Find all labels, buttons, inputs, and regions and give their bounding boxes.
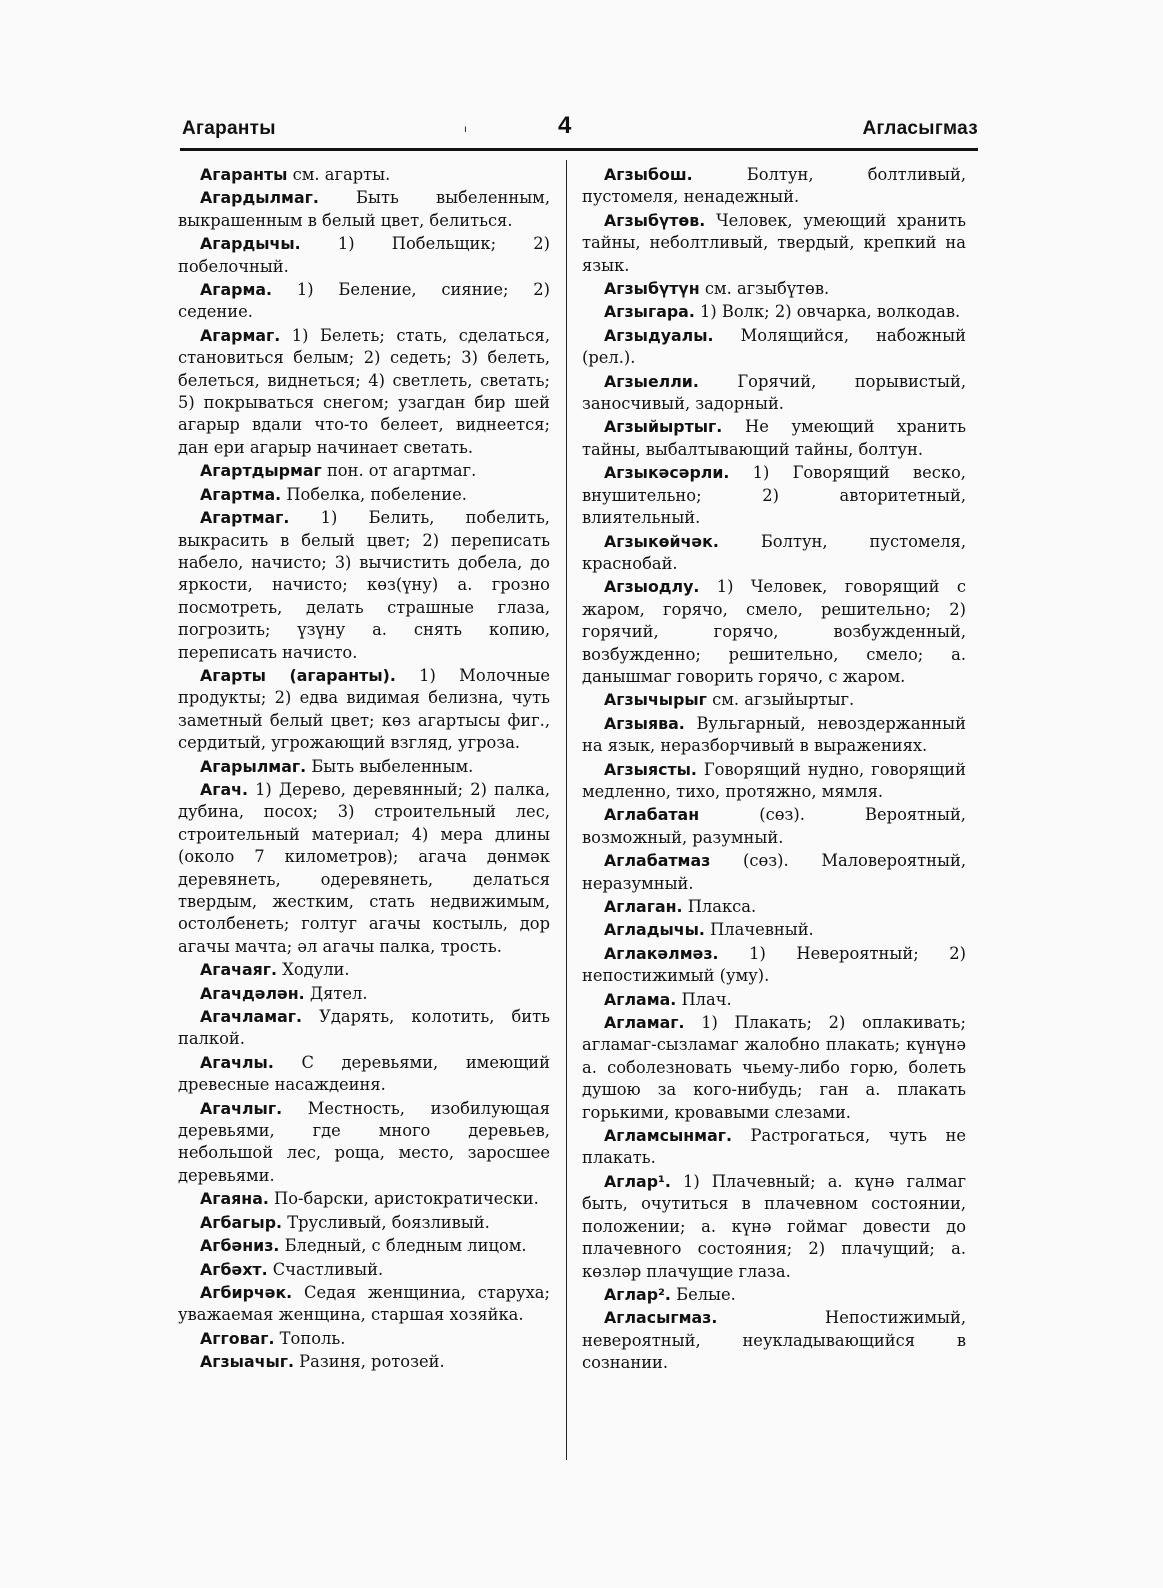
running-header <box>180 112 980 152</box>
dictionary-entry <box>582 164 966 209</box>
dictionary-entry <box>582 1284 966 1306</box>
entry-definition: см. агзыбүтөв. <box>699 279 830 299</box>
dictionary-entry <box>582 850 966 895</box>
page-number: 4 <box>558 112 572 139</box>
dictionary-entry <box>582 919 966 941</box>
dictionary-entry <box>178 460 550 482</box>
entry-definition: Тополь. <box>274 1328 346 1348</box>
entry-definition: (сөз). Маловероятный, неразумный. <box>582 851 966 893</box>
dictionary-entry <box>178 1212 550 1234</box>
entry-headword: Агарты (агаранты). <box>200 665 396 685</box>
entry-headword: Агачлы. <box>200 1052 274 1072</box>
entry-definition: Вульгарный, невоздержанный на язык, неразборчивый в выражениях. <box>582 713 966 756</box>
dictionary-entry <box>178 279 550 324</box>
entry-headword: Агласыгмаз. <box>604 1308 718 1328</box>
dictionary-entry <box>178 959 550 981</box>
right-column <box>582 164 966 1376</box>
entry-definition: (сөз). Вероятный, возможный, разумный. <box>582 805 966 847</box>
dictionary-entry <box>178 756 550 778</box>
dictionary-entry <box>582 210 966 277</box>
dictionary-entry <box>178 233 550 278</box>
entry-headword: Агартдырмаг <box>200 461 322 481</box>
entry-definition: 1) Невероятный; 2) непостижимый (уму). <box>582 943 966 986</box>
dictionary-entry <box>178 983 550 1005</box>
entry-headword: Агзыгара. <box>604 302 695 322</box>
dictionary-entry <box>582 1171 966 1283</box>
dictionary-entry <box>178 484 550 506</box>
column-divider <box>566 160 567 1460</box>
dictionary-entry <box>178 1328 550 1350</box>
dictionary-entry <box>178 1052 550 1097</box>
dictionary-entry <box>582 416 966 461</box>
entry-definition: Горячий, порывистый, заносчивый, задорный. <box>582 371 966 414</box>
entry-headword: Аглакәлмәз. <box>604 943 719 963</box>
dictionary-entry <box>178 507 550 664</box>
entry-definition: 1) Молочные продукты; 2) едва видимая белизна, чуть заметный белый цвет; көз агартысы фиг., сердитый, угрожающий взгляд, угроза. <box>178 665 550 753</box>
dictionary-entry <box>582 943 966 988</box>
dictionary-entry <box>582 1012 966 1124</box>
dictionary-entry <box>582 689 966 711</box>
entry-definition: Местность, изобилующая деревьями, где много деревьев, небольшой лес, роща, место, заросшее деревьями. <box>178 1098 550 1185</box>
dictionary-entry <box>178 665 550 755</box>
dictionary-entry <box>582 989 966 1011</box>
entry-definition: Плачевный. <box>704 920 814 940</box>
entry-headword: Агарма. <box>200 280 273 300</box>
dictionary-entry <box>178 164 550 186</box>
entry-definition: Быть выбеленным, выкрашенным в белый цвет, белиться. <box>178 188 550 230</box>
dictionary-entry <box>178 1188 550 1210</box>
entry-definition: Говорящий нудно, говорящий медленно, тихо, протяжно, мямля. <box>582 759 966 801</box>
entry-headword: Аглар². <box>604 1284 671 1304</box>
entry-definition: Молящийся, набожный (рел.). <box>582 325 966 368</box>
entry-headword: Агзыдуалы. <box>604 325 714 345</box>
entry-headword: Аглама. <box>604 989 677 1009</box>
dictionary-entry <box>582 325 966 370</box>
entry-headword: Агартмаг. <box>200 508 290 528</box>
dictionary-entry <box>178 1098 550 1188</box>
entry-headword: Агармаг. <box>200 325 281 345</box>
entry-definition: Разиня, ротозей. <box>294 1352 445 1372</box>
entry-definition: 1) Плакать; 2) оплакивать; агламаг-сызламаг жалобно плакать; күнүнә а. соболезновать чьему-либо горю, болеть душою за кого-нибудь; ган а. плакать горькими, кровавыми слезами. <box>582 1013 966 1122</box>
dictionary-entry <box>582 371 966 416</box>
entry-definition: 1) Белить, побелить, выкрасить в белый цвет; 2) переписать набело, начисто; 3) вычистить добела, до яркости, начисто; көз(үну) а. грозно посмотреть, делать страшные глаза, погрозить; үзүну а. снять копию, переписать начисто. <box>178 508 550 662</box>
entry-headword: Агаяна. <box>200 1189 269 1209</box>
entry-headword: Аглабатан <box>604 805 700 825</box>
entry-definition: 1) Белеть; стать, сделаться, становиться белым; 2) седеть; 3) белеть, белеться, виднеться; 4) светлеть, светать; 5) покрываться снегом; узагдан бир шей агарыр вдали что-то белеет, виднеется; дан ери агарыр начинает светать. <box>178 325 550 457</box>
entry-definition: Трусливый, боязливый. <box>282 1212 490 1232</box>
entry-definition: Не умеющий хранить тайны, выбалтывающий тайны, болтун. <box>582 417 966 459</box>
entry-headword: Агачдәлән. <box>200 983 305 1003</box>
dictionary-entry <box>178 1282 550 1327</box>
entry-headword: Агладычы. <box>604 920 705 940</box>
dictionary-entry <box>178 1235 550 1257</box>
entry-headword: Агач. <box>200 779 248 799</box>
entry-headword: Агартма. <box>200 484 282 504</box>
dictionary-entry <box>178 325 550 459</box>
entry-headword: Агзыбош. <box>604 165 693 184</box>
dictionary-entry <box>178 1259 550 1281</box>
entry-definition: Дятел. <box>304 983 368 1003</box>
entry-headword: Агаранты <box>200 165 288 184</box>
entry-headword: Агламаг. <box>604 1013 685 1033</box>
entry-definition: 1) Волк; 2) овчарка, волкодав. <box>694 302 961 322</box>
entry-definition: Бледный, с бледным лицом. <box>279 1236 527 1256</box>
entry-definition: Быть выбеленным. <box>306 756 474 776</box>
entry-headword: Агачлыг. <box>200 1098 283 1118</box>
entry-headword: Агзыява. <box>604 713 685 733</box>
entry-headword: Аглар¹. <box>604 1171 671 1191</box>
header-right-guide-word: Агласыгмаз <box>862 118 978 139</box>
entry-definition: Счастливый. <box>267 1259 384 1279</box>
header-tick-mark: ı <box>464 124 467 135</box>
dictionary-entry <box>582 462 966 529</box>
entry-definition: Белые. <box>670 1284 736 1304</box>
entry-headword: Агзыодлу. <box>604 577 700 597</box>
entry-headword: Агачламаг. <box>200 1007 303 1027</box>
dictionary-entry <box>178 1006 550 1051</box>
dictionary-entry <box>582 804 966 849</box>
entry-headword: Агбәхт. <box>200 1259 268 1279</box>
entry-definition: 1) Плачевный; а. күнә галмаг быть, очутиться в плачевном состоянии, положении; а. күнә гоймаг довести до плачевного состояния; 2) плачущий; а. көзләр плачущие глаза. <box>582 1171 966 1281</box>
entry-headword: Агардычы. <box>200 234 301 254</box>
dictionary-entry <box>582 1307 966 1374</box>
entry-headword: Агзыйыртыг. <box>604 417 723 437</box>
entry-headword: Агзыясты. <box>604 759 697 779</box>
entry-headword: Агзыбүтүн <box>604 279 700 299</box>
entry-definition: Ударять, колотить, бить палкой. <box>178 1007 550 1049</box>
entry-definition: 1) Дерево, деревянный; 2) палка, дубина, посох; 3) строительный лес, строительный материал; 4) мера длины (около 7 километров); агача дөнмәк деревянеть, одеревянеть, делаться твердым, жестким, стать недвижимым, остолбенеть; голтуг агачы костыль, дор агачы мачта; әл агачы палка, трость. <box>178 779 550 956</box>
dictionary-entry <box>582 896 966 918</box>
entry-definition: 1) Говорящий веско, внушительно; 2) авторитетный, влиятельный. <box>582 463 966 528</box>
entry-definition: Плакса. <box>682 897 757 916</box>
dictionary-entry <box>582 713 966 758</box>
header-left-guide-word: Агаранты <box>182 118 276 139</box>
entry-definition: Болтун, пустомеля, краснобай. <box>582 531 966 573</box>
entry-headword: Аглабатмаз <box>604 851 711 871</box>
dictionary-entry <box>582 301 966 323</box>
entry-definition: Человек, умеющий хранить тайны, неболтливый, твердый, крепкий на язык. <box>582 210 966 275</box>
entry-headword: Агговаг. <box>200 1328 275 1348</box>
entry-definition: Болтун, болтливый, пустомеля, ненадежный. <box>582 165 966 207</box>
entry-headword: Агбагыр. <box>200 1212 283 1232</box>
entry-headword: Аглаган. <box>604 897 683 916</box>
dictionary-entry <box>178 779 550 958</box>
dictionary-entry <box>178 187 550 232</box>
entry-headword: Агзыбүтөв. <box>604 210 706 230</box>
entry-headword: Агарылмаг. <box>200 756 307 776</box>
dictionary-entry <box>582 278 966 300</box>
entry-definition: см. агзыйыртыг. <box>706 690 855 710</box>
entry-definition: Плач. <box>676 989 732 1009</box>
entry-definition: Растрогаться, чуть не плакать. <box>582 1126 966 1168</box>
entry-definition: 1) Беление, сияние; 2) седение. <box>178 280 550 322</box>
dictionary-entry <box>582 531 966 576</box>
entry-definition: Ходули. <box>277 960 350 980</box>
entry-definition: Седая женщиниа, старуха; уважаемая женщина, старшая хозяйка. <box>178 1282 550 1325</box>
entry-headword: Агламсынмаг. <box>604 1126 733 1146</box>
entry-definition: По-барски, аристократически. <box>268 1189 539 1209</box>
dictionary-entry <box>178 1351 550 1373</box>
header-rule <box>180 148 978 151</box>
entry-headword: Агзыачыг. <box>200 1352 294 1372</box>
entry-headword: Агзычырыг <box>604 690 707 710</box>
entry-definition: Непостижимый, невероятный, неукладывающийся в сознании. <box>582 1308 966 1373</box>
entry-definition: пон. от агартмаг. <box>321 461 477 481</box>
entry-headword: Агзыкөйчәк. <box>604 531 719 551</box>
entry-headword: Агардылмаг. <box>200 188 319 208</box>
entry-definition: Побелка, побеление. <box>281 484 467 504</box>
entry-definition: 1) Человек, говорящий с жаром, горячо, смело, решительно; 2) горячий, горячо, возбужденный, возбужденно; решительно, смело; а. данышмаг говорить горячо, с жаром. <box>582 577 966 686</box>
dictionary-entry <box>582 576 966 688</box>
dictionary-entry <box>582 759 966 804</box>
entry-headword: Агбәниз. <box>200 1236 280 1256</box>
dictionary-entry <box>582 1125 966 1170</box>
entry-headword: Агзыкәсәрли. <box>604 463 730 483</box>
entry-definition: см. агарты. <box>287 165 391 184</box>
entry-headword: Агзыелли. <box>604 371 699 391</box>
left-column <box>178 164 550 1375</box>
entry-definition: 1) Побельщик; 2) побелочный. <box>178 234 550 276</box>
entry-headword: Агачаяг. <box>200 960 278 980</box>
entry-definition: С деревьями, имеющий древесные насаждеиня. <box>178 1052 550 1095</box>
entry-headword: Агбирчәк. <box>200 1282 293 1302</box>
